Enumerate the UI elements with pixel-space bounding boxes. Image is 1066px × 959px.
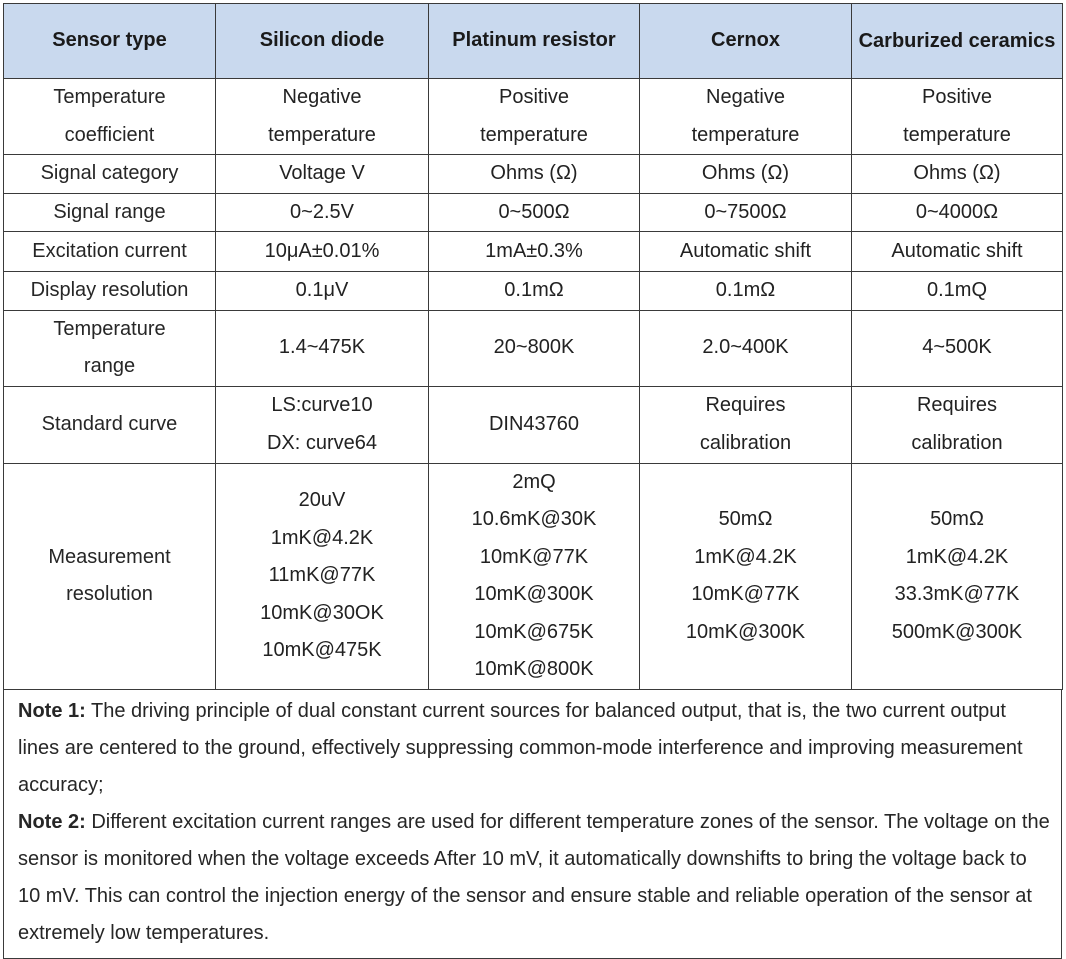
- cell-line: 0.1mΩ: [504, 279, 564, 301]
- row-label-line: Excitation current: [32, 239, 187, 262]
- table-cell: [216, 310, 429, 386]
- spec-document: [3, 3, 1062, 959]
- table-cell: [640, 155, 852, 194]
- cell-line: 1.4~475K: [278, 336, 366, 359]
- table-cell: [640, 272, 852, 311]
- row-label-line: range: [83, 355, 136, 377]
- cell-line: 10mK@475K: [262, 639, 382, 662]
- cell-line: 11mK@77K: [268, 564, 376, 587]
- table-row: [4, 386, 1063, 463]
- sensor-comparison-table: [3, 3, 1063, 690]
- cell-line: 0~7500Ω: [704, 200, 787, 223]
- header-column: Cernox: [640, 4, 852, 79]
- row-label-line: Temperature: [53, 86, 166, 108]
- row-label: [4, 463, 216, 689]
- cell-line: temperature: [691, 123, 800, 146]
- table-cell: [640, 79, 852, 155]
- cell-line: 4~500K: [922, 336, 992, 359]
- cell-line: Ohms (Ω): [913, 162, 1001, 184]
- cell-line: 0.1μV: [295, 279, 349, 301]
- table-cell: [429, 310, 640, 386]
- table-cell: [852, 79, 1063, 155]
- cell-line: calibration: [699, 431, 792, 454]
- cell-line: Negative: [282, 86, 362, 108]
- table-row: [4, 79, 1063, 155]
- cell-line: 10mK@800K: [474, 658, 594, 680]
- row-label-line: Signal range: [53, 200, 166, 223]
- table-cell: [852, 272, 1063, 311]
- cell-line: 2mQ: [512, 470, 556, 493]
- table-row: [4, 272, 1063, 311]
- header-column: Silicon diode: [216, 4, 429, 79]
- cell-line: 10mK@77K: [479, 545, 589, 568]
- table-cell: [216, 272, 429, 311]
- row-label: [4, 155, 216, 194]
- cell-line: 0~4000Ω: [915, 200, 999, 223]
- table-cell: [640, 310, 852, 386]
- table-cell: [216, 155, 429, 194]
- notes-section: [3, 690, 1062, 959]
- cell-line: 20uV: [298, 489, 346, 512]
- table-cell: [852, 463, 1063, 689]
- cell-line: 33.3mK@77K: [894, 583, 1020, 605]
- cell-line: 10mK@675K: [474, 620, 594, 643]
- cell-line: temperature: [480, 123, 588, 146]
- table-cell: [640, 232, 852, 272]
- note-text: The driving principle of dual constant current sources for balanced output, that is, the two current output lines are centered to the ground, effectively suppressing common-mode interference and improving measurement accuracy;: [18, 699, 1023, 796]
- cell-line: 50mΩ: [930, 508, 984, 530]
- cell-line: Requires: [705, 394, 786, 416]
- table-row: [4, 155, 1063, 194]
- cell-line: Ohms (Ω): [701, 162, 790, 184]
- table-cell: [216, 232, 429, 272]
- cell-line: 20~800K: [493, 336, 575, 359]
- cell-line: 1mK@4.2K: [905, 545, 1009, 568]
- cell-line: 0.1mQ: [926, 279, 988, 301]
- row-label: [4, 272, 216, 311]
- row-label: [4, 386, 216, 463]
- note-paragraph: [18, 804, 1051, 952]
- row-label-line: resolution: [66, 583, 153, 605]
- note-label: Note 2:: [18, 810, 86, 833]
- table-cell: [852, 232, 1063, 272]
- table-cell: [429, 272, 640, 311]
- table-cell: [216, 463, 429, 689]
- cell-line: 0~2.5V: [290, 200, 354, 223]
- cell-line: LS:curve10: [271, 394, 373, 416]
- row-label: [4, 310, 216, 386]
- table-cell: [852, 310, 1063, 386]
- cell-line: Positive: [921, 86, 993, 108]
- cell-line: DX: curve64: [266, 431, 378, 454]
- cell-line: 2.0~400K: [702, 336, 789, 359]
- cell-line: 50mΩ: [718, 508, 773, 530]
- cell-line: 10mK@300K: [474, 583, 594, 605]
- header-row: [4, 4, 1063, 79]
- table-row: [4, 463, 1063, 689]
- cell-line: 10mK@77K: [691, 583, 800, 605]
- cell-line: 0.1mΩ: [715, 279, 776, 301]
- table-cell: [429, 155, 640, 194]
- cell-line: Negative: [706, 86, 785, 108]
- cell-line: calibration: [911, 431, 1003, 454]
- table-row: [4, 310, 1063, 386]
- cell-line: temperature: [268, 123, 376, 146]
- table-cell: [640, 193, 852, 232]
- row-label-line: Signal category: [40, 162, 179, 184]
- row-label-line: coefficient: [64, 123, 155, 146]
- cell-line: 0~500Ω: [498, 200, 570, 223]
- table-cell: [429, 232, 640, 272]
- row-label-line: Display resolution: [30, 279, 189, 301]
- row-label: [4, 79, 216, 155]
- row-label-line: Standard curve: [41, 412, 178, 435]
- cell-line: 1mA±0.3%: [485, 239, 583, 262]
- row-label-line: Measurement: [48, 545, 171, 568]
- table-cell: [216, 193, 429, 232]
- cell-line: temperature: [903, 123, 1011, 146]
- cell-line: 10μA±0.01%: [264, 239, 380, 262]
- cell-line: Automatic shift: [679, 239, 812, 262]
- note-paragraph: [18, 693, 1051, 804]
- table-cell: [216, 386, 429, 463]
- note-text: Different excitation current ranges are used for different temperature zones of the sensor. The voltage on the sensor is monitored when the voltage exceeds After 10 mV, it automatically downshifts to bring the voltage back to 10 mV. This can control the injection energy of the sensor and ensure stable and reliable operation of the sensor at extremely low temperatures.: [18, 810, 1050, 944]
- table-cell: [216, 79, 429, 155]
- table-row: [4, 193, 1063, 232]
- table-cell: [852, 386, 1063, 463]
- cell-line: Voltage V: [279, 162, 365, 184]
- table-cell: [640, 463, 852, 689]
- cell-line: 10mK@30OK: [260, 601, 384, 624]
- table-cell: [852, 155, 1063, 194]
- table-cell: [429, 386, 640, 463]
- row-label: [4, 232, 216, 272]
- table-cell: [429, 79, 640, 155]
- cell-line: DIN43760: [488, 412, 580, 435]
- row-label: [4, 193, 216, 232]
- cell-line: Requires: [916, 394, 998, 416]
- cell-line: 1mK@4.2K: [270, 526, 374, 549]
- table-body: [4, 79, 1063, 690]
- cell-line: 10.6mK@30K: [471, 508, 597, 530]
- cell-line: Positive: [498, 86, 570, 108]
- cell-line: Automatic shift: [891, 239, 1023, 262]
- table-cell: [429, 193, 640, 232]
- header-column: Carburized ceramics: [852, 4, 1063, 79]
- cell-line: 1mK@4.2K: [694, 545, 797, 568]
- table-cell: [640, 386, 852, 463]
- header-sensor-type: Sensor type: [4, 4, 216, 79]
- row-label-line: Temperature: [53, 317, 166, 340]
- note-label: Note 1:: [18, 699, 86, 722]
- table-row: [4, 232, 1063, 272]
- header-column: Platinum resistor: [429, 4, 640, 79]
- cell-line: Ohms (Ω): [490, 162, 578, 184]
- table-cell: [852, 193, 1063, 232]
- cell-line: 500mK@300K: [891, 620, 1023, 643]
- table-cell: [429, 463, 640, 689]
- cell-line: 10mK@300K: [685, 620, 806, 643]
